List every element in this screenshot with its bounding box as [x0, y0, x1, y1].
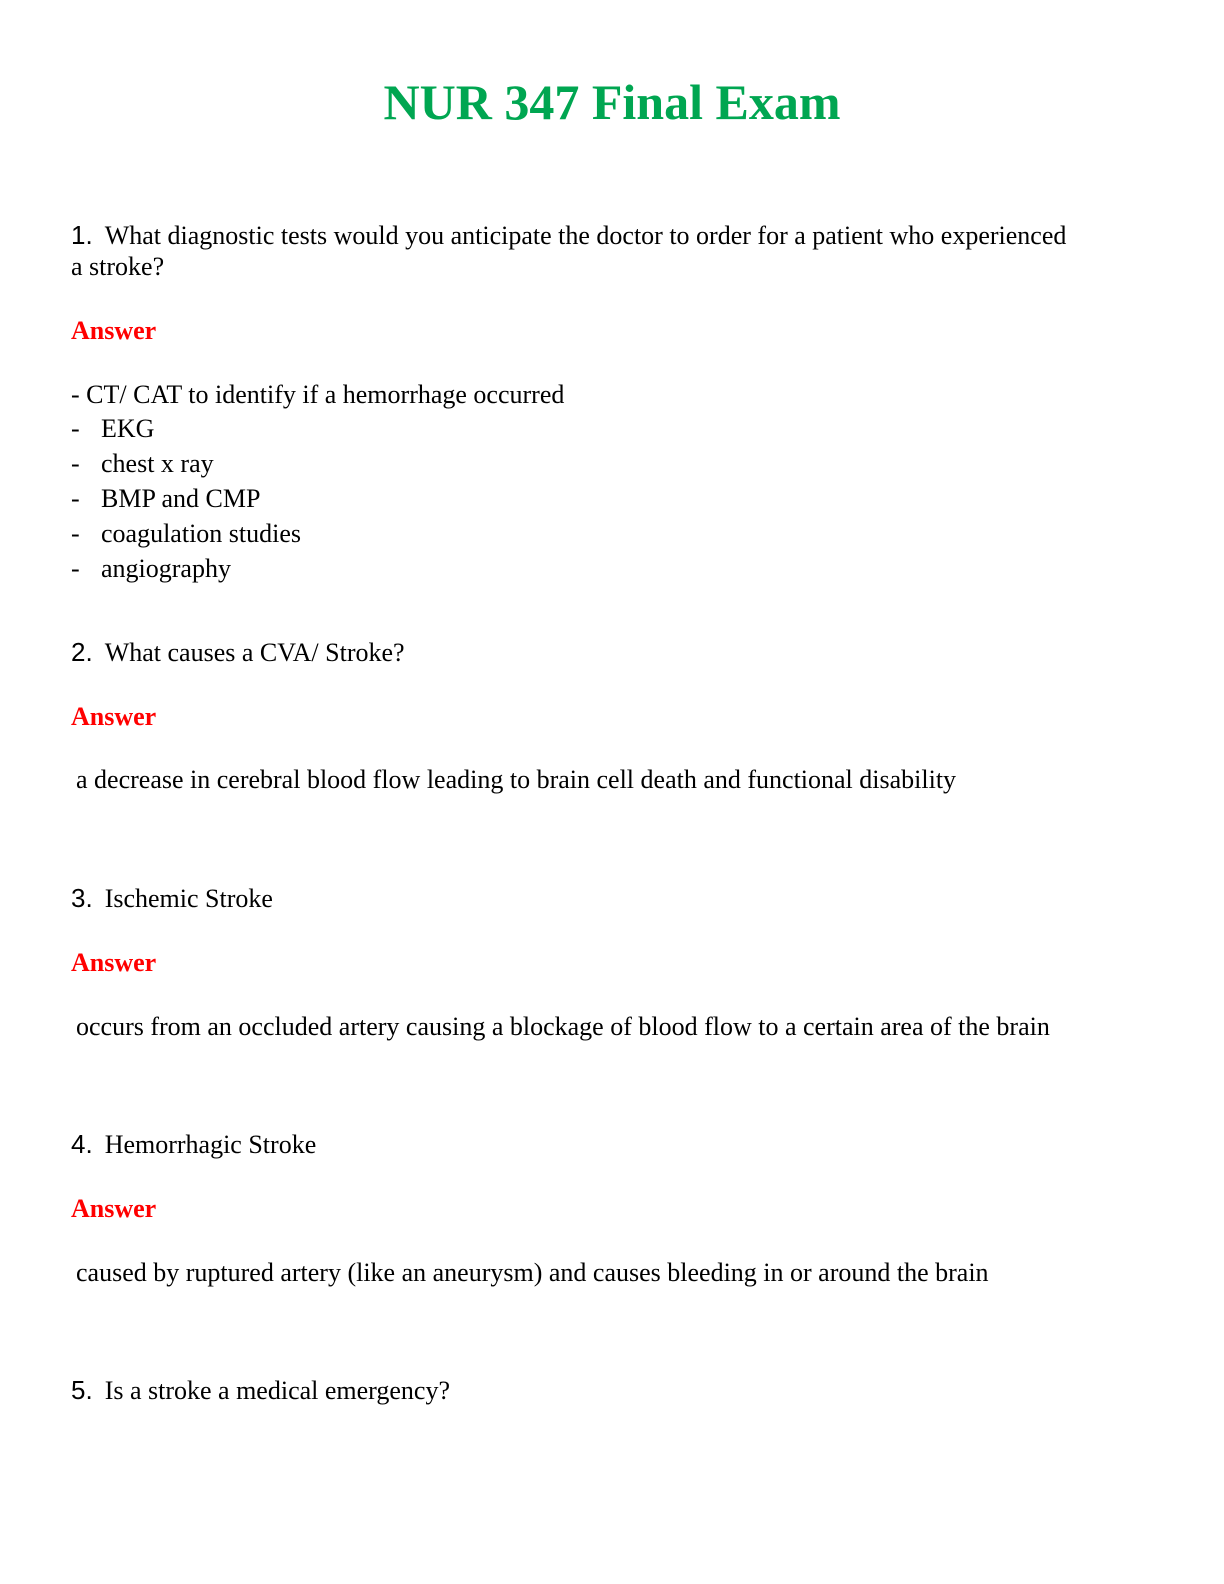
question-number: 3. — [71, 883, 93, 913]
question-text-line1: What diagnostic tests would you anticipate the doctor to order for a patient who experienced — [104, 221, 1067, 250]
page-title: NUR 347 Final Exam — [383, 74, 841, 130]
dash-marker: - — [71, 449, 80, 478]
answer-list-item — [71, 483, 260, 514]
answer-list-item — [71, 448, 214, 479]
list-item-text: EKG — [101, 414, 155, 443]
dash-marker: - — [71, 519, 80, 548]
answer-label: Answer — [71, 1194, 157, 1223]
answer-list-item — [71, 553, 231, 584]
answer-text: a decrease in cerebral blood flow leading to brain cell death and functional disability — [76, 765, 957, 794]
answer-label: Answer — [71, 316, 157, 345]
list-item-text: angiography — [101, 554, 231, 583]
question-text: Ischemic Stroke — [104, 884, 273, 913]
question-4 — [71, 1129, 316, 1160]
answer-list-item — [71, 518, 301, 549]
question-text: Is a stroke a medical emergency? — [104, 1376, 450, 1405]
answer-list-item: - CT/ CAT to identify if a hemorrhage occurred — [71, 380, 565, 409]
question-3 — [71, 883, 273, 914]
question-number: 5. — [71, 1375, 93, 1405]
answer-text: caused by ruptured artery (like an aneurysm) and causes bleeding in or around the brain — [76, 1258, 989, 1287]
list-item-text: coagulation studies — [101, 519, 302, 548]
question-text: What causes a CVA/ Stroke? — [104, 638, 405, 667]
list-item-text: chest x ray — [101, 449, 214, 478]
answer-label: Answer — [71, 948, 157, 977]
question-1-line2: a stroke? — [71, 252, 165, 281]
question-number: 4. — [71, 1129, 93, 1159]
question-number: 1. — [71, 220, 93, 250]
dash-marker: - — [71, 554, 80, 583]
list-item-text: BMP and CMP — [101, 484, 261, 513]
dash-marker: - — [71, 484, 80, 513]
question-2 — [71, 637, 405, 668]
question-1 — [71, 220, 1151, 251]
answer-text: occurs from an occluded artery causing a blockage of blood flow to a certain area of the brain — [76, 1012, 1050, 1041]
question-text: Hemorrhagic Stroke — [104, 1130, 317, 1159]
answer-label: Answer — [71, 702, 157, 731]
answer-list-item — [71, 413, 154, 444]
question-5 — [71, 1375, 450, 1406]
dash-marker: - — [71, 414, 80, 443]
question-number: 2. — [71, 637, 93, 667]
